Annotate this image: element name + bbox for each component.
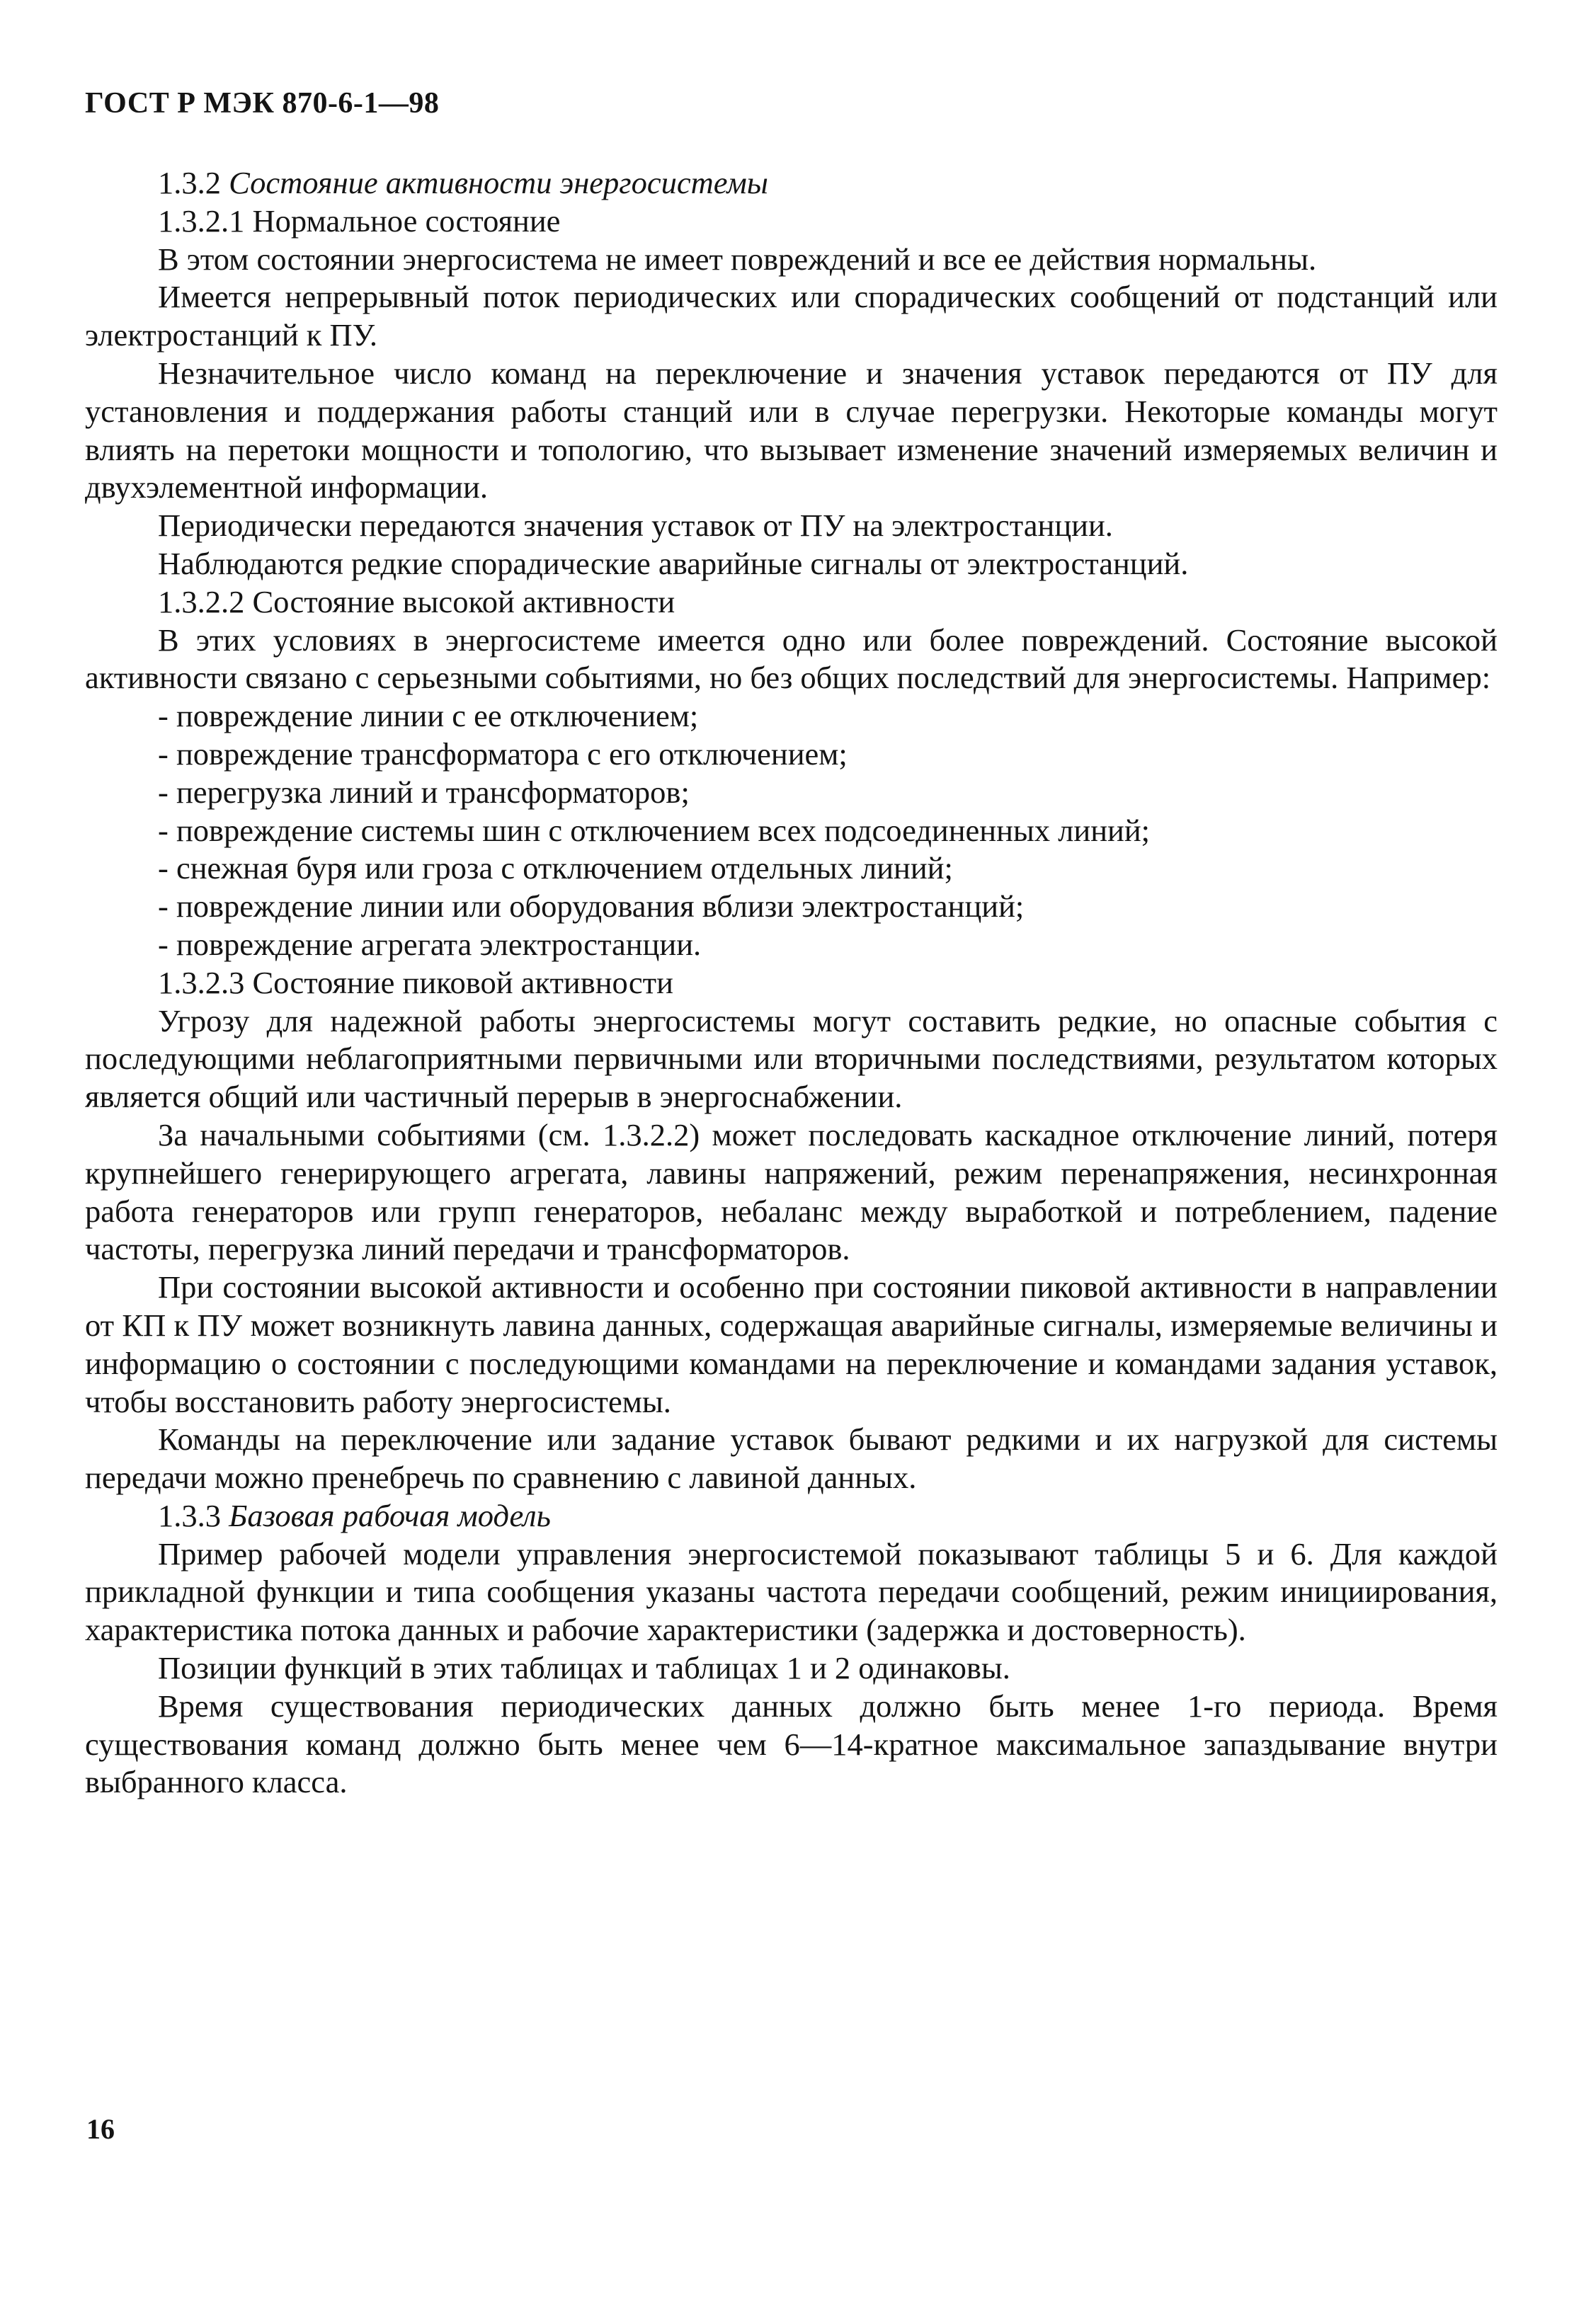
subsection-heading-1-3-2-1: 1.3.2.1 Нормальное состояние (158, 202, 561, 239)
paragraph: Наблюдаются редкие спорадические аварийные сигналы от электростанций. (158, 545, 1189, 581)
list-item: - повреждение линии или оборудования вблизи электростанций; (158, 888, 1025, 925)
paragraph: За начальными событиями (см. 1.3.2.2) может последовать каскадное отключение линий, потеря крупнейшего генерирующего агрегата, лавины напряжений, режим перенапряжения, несинхронная работа генераторов или групп генераторов, небаланс между выработкой и потреблением, падение частоты, перегрузка линий передачи и трансформаторов. (85, 1116, 1498, 1267)
document-code-header: ГОСТ Р МЭК 870-6-1—98 (85, 87, 440, 120)
paragraph: При состоянии высокой активности и особенно при состоянии пиковой активности в направлении от КП к ПУ может возникнуть лавина данных, содержащая аварийные сигналы, измеряемые величины и информацию о состоянии с последующими командами на переключение и командами задания уставок, чтобы восстановить работу энергосистемы. (85, 1269, 1498, 1419)
paragraph: Время существования периодических данных должно быть менее 1-го периода. Время существования команд должно быть менее чем 6—14-кратное максимальное запаздывание внутри выбранного класса. (85, 1688, 1498, 1800)
page-number: 16 (86, 2113, 115, 2145)
paragraph: В этих условиях в энергосистеме имеется одно или более повреждений. Состояние высокой активности связано с серьезными событиями, но без общих последствий для энергосистемы. Например: (85, 622, 1498, 696)
list-item: - повреждение агрегата электростанции. (158, 926, 702, 962)
section-heading-1-3-2 (85, 164, 1498, 202)
paragraph: Угрозу для надежной работы энергосистемы могут составить редкие, но опасные события с последующими неблагоприятными первичными или вторичными последствиями, результатом которых является общий или частичный перерыв в энергоснабжении. (85, 1002, 1498, 1115)
paragraph: Пример рабочей модели управления энергосистемой показывают таблицы 5 и 6. Для каждой прикладной функции и типа сообщения указаны частота передачи сообщений, режим инициирования, характеристика потока данных и рабочие характеристики (задержка и достоверность). (85, 1535, 1498, 1648)
document-body (85, 164, 1498, 1802)
paragraph: Периодически передаются значения уставок от ПУ на электростанции. (158, 508, 1113, 544)
section-title: Состояние активности энергосистемы (229, 165, 768, 200)
paragraph: Позиции функций в этих таблицах и таблицах 1 и 2 одинаковы. (158, 1650, 1010, 1686)
list-item: - перегрузка линий и трансформаторов; (158, 774, 690, 810)
section-number: 1.3.3 (158, 1497, 221, 1533)
section-number: 1.3.2 (158, 165, 221, 200)
paragraph: Имеется непрерывный поток периодических или спорадических сообщений от подстанций или электростанций к ПУ. (85, 279, 1498, 353)
list-item: - повреждение трансформатора с его отключением; (158, 735, 848, 772)
list-item: - снежная буря или гроза с отключением отдельных линий; (158, 850, 953, 886)
list-item: - повреждение системы шин с отключением всех подсоединенных линий; (158, 812, 1151, 848)
section-heading-1-3-3 (85, 1497, 1498, 1535)
paragraph: Команды на переключение или задание уставок бывают редкими и их нагрузкой для системы передачи можно пренебречь по сравнению с лавиной данных. (85, 1421, 1498, 1496)
subsection-heading-1-3-2-3: 1.3.2.3 Состояние пиковой активности (158, 964, 673, 1000)
section-title: Базовая рабочая модель (229, 1497, 551, 1533)
paragraph: В этом состоянии энергосистема не имеет повреждений и все ее действия нормальны. (158, 241, 1317, 277)
paragraph: Незначительное число команд на переключение и значения уставок передаются от ПУ для установления и поддержания работы станций или в случае перегрузки. Некоторые команды могут влиять на перетоки мощности и топологию, что вызывает изменение значений измеряемых величин и двухэлементной информации. (85, 355, 1498, 505)
subsection-heading-1-3-2-2: 1.3.2.2 Состояние высокой активности (158, 583, 675, 619)
list-item: - повреждение линии с ее отключением; (158, 698, 699, 734)
